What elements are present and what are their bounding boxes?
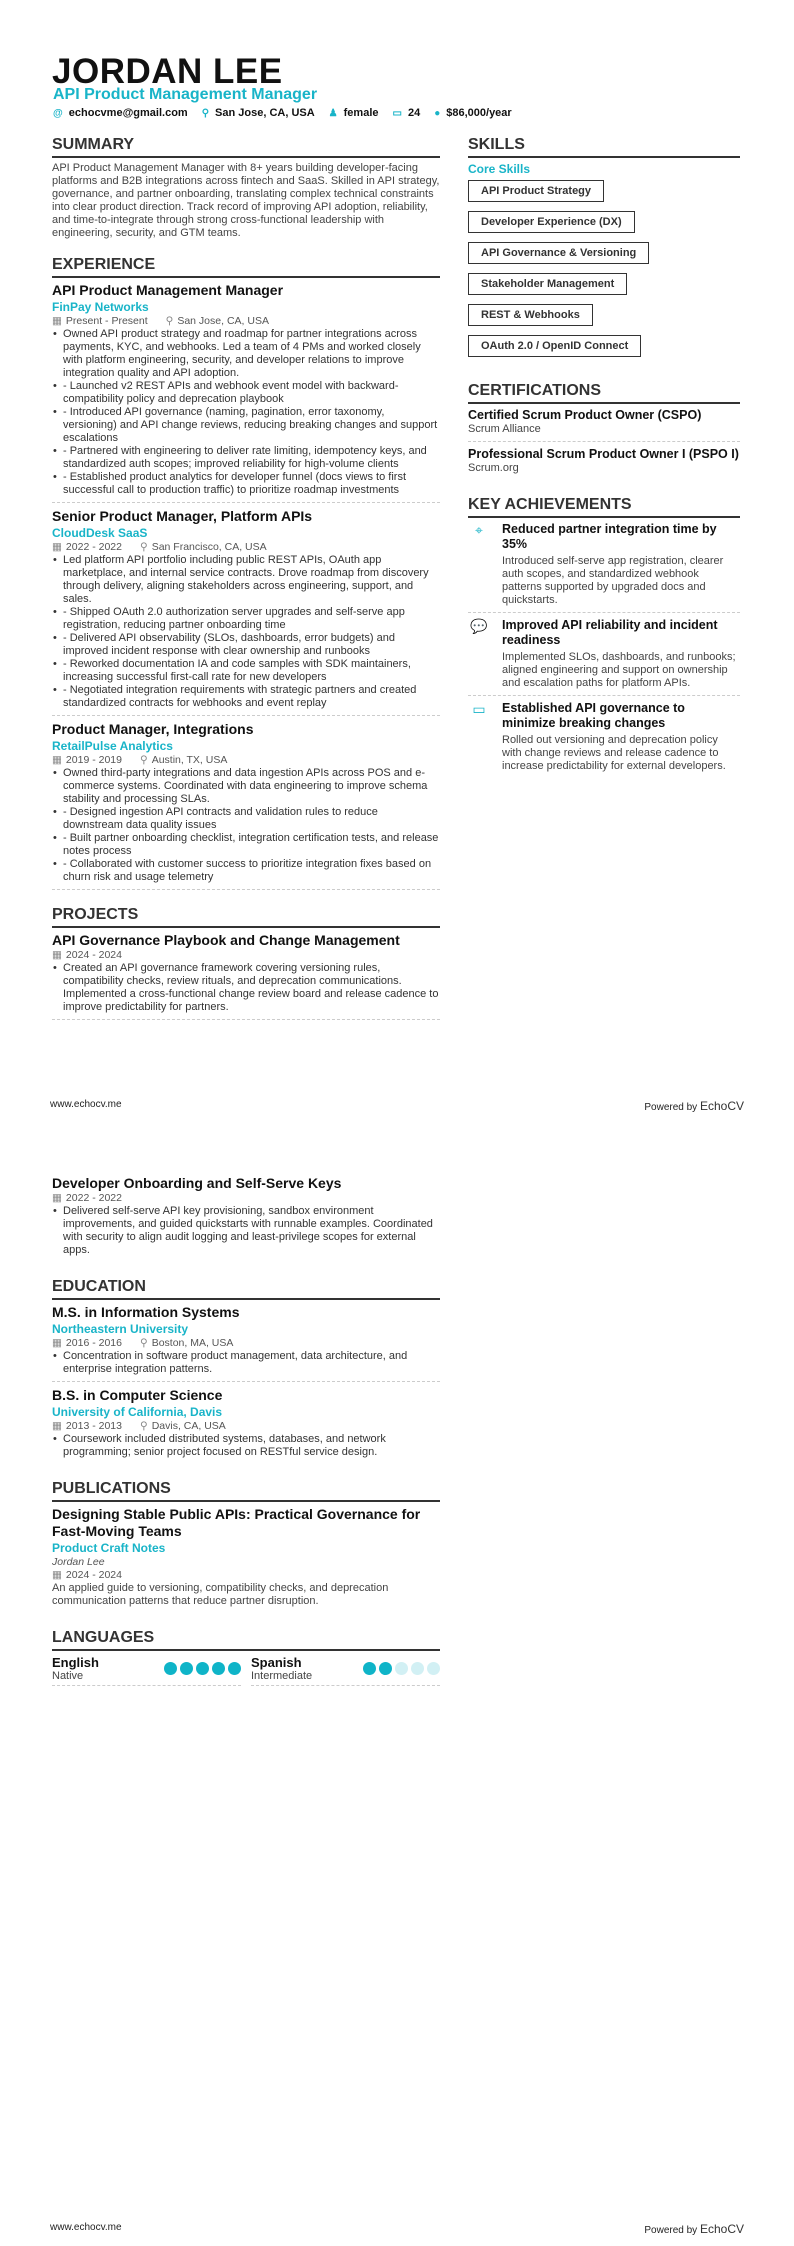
page-footer <box>50 1099 744 1113</box>
bullet-list <box>52 554 440 710</box>
section-heading: PUBLICATIONS <box>52 1480 440 1502</box>
page-footer <box>50 2222 744 2236</box>
location-text: Boston, MA, USA <box>151 1337 234 1349</box>
powered-by <box>644 1099 744 1113</box>
bullet-list <box>52 1433 440 1459</box>
achievement-title: Improved API reliability and incident readiness <box>502 618 718 647</box>
rating-dot <box>180 1662 193 1675</box>
calendar-icon: ▦ <box>52 1420 62 1432</box>
entry <box>52 932 440 1020</box>
bullet-item: • Owned API product strategy and roadmap for partner integrations across payments, KYC, and webhooks. Led a team of 4 PMs and worked closely with platform engineering, security, and developer relations to improve integration quality and API adoption. <box>52 328 440 380</box>
skill-tag: API Governance & Versioning <box>468 242 649 264</box>
publication-description: An applied guide to versioning, compatibility checks, and deprecation communication patterns that reduce partner disruption. <box>52 1582 389 1607</box>
location-pin-icon: ⚲ <box>139 541 148 553</box>
entry-title: M.S. in Information Systems <box>52 1304 240 1320</box>
certification-name: Professional Scrum Product Owner I (PSPO I) <box>468 447 739 461</box>
bullet-list <box>52 328 440 497</box>
section-heading: EXPERIENCE <box>52 256 440 278</box>
entry-dates <box>52 1337 122 1350</box>
bullet-item: • - Negotiated integration requirements with strategic partners and created standardized contracts for webhooks and event replay <box>52 684 440 710</box>
right-column <box>468 136 740 794</box>
bullet-item: • Delivered self-serve API key provisioning, sandbox environment improvements, and guided quickstarts with runnable examples. Coordinated with security to align audit logging and least-privilege scopes for external apps. <box>52 1205 440 1257</box>
date-range: 2024 - 2024 <box>65 949 122 961</box>
language-level: Native <box>52 1670 84 1682</box>
powered-by <box>644 2222 744 2236</box>
skill-row <box>468 242 740 273</box>
publications-section <box>52 1480 440 1613</box>
left-column <box>52 136 440 1036</box>
entry-location <box>140 1420 226 1433</box>
candidate-title: API Product Management Manager <box>53 86 318 103</box>
calendar-icon: ▭ <box>472 701 486 717</box>
bullet-item: • - Collaborated with customer success to prioritize integration fixes based on churn risk and usage telemetry <box>52 858 440 884</box>
calendar-icon: ▭ <box>392 108 402 119</box>
entry-location <box>140 754 227 767</box>
achievement-text: Introduced self-serve app registration, clearer auth scopes, and standardized webhook patterns supported by upgraded docs and quickstarts. <box>502 555 724 606</box>
skills-section <box>468 136 740 366</box>
left-column <box>52 1175 440 1702</box>
contact-item-person <box>329 107 379 119</box>
rating-dot <box>164 1662 177 1675</box>
brand-logo-text[interactable]: EchoCV <box>699 1099 744 1113</box>
entry <box>52 508 440 716</box>
bullet-list <box>52 1205 440 1257</box>
achievement-body <box>502 618 740 690</box>
rating-dot <box>379 1662 392 1675</box>
location-pin-icon: ⚲ <box>139 1420 148 1432</box>
location-pin-icon: ⚲ <box>139 1337 148 1349</box>
publication-author: Jordan Lee <box>52 1556 105 1568</box>
entry-meta <box>52 949 440 962</box>
calendar-icon: ▦ <box>52 949 62 961</box>
contact-item-at <box>53 107 188 119</box>
bullet-item: • Coursework included distributed systems, databases, and network programming; senior project focused on RESTful service design. <box>52 1433 440 1459</box>
project-list <box>52 1175 440 1262</box>
skill-tag: Stakeholder Management <box>468 273 627 295</box>
skill-row <box>468 335 740 366</box>
entry-meta <box>52 541 440 554</box>
rating-dot <box>395 1662 408 1675</box>
language-level: Intermediate <box>251 1670 313 1682</box>
language-list <box>52 1655 440 1686</box>
skill-row <box>468 180 740 211</box>
rating-dot <box>196 1662 209 1675</box>
entry-meta <box>52 315 440 328</box>
entry-organization: Northeastern University <box>52 1322 189 1336</box>
achievement-text: Implemented SLOs, dashboards, and runbooks; aligned engineering and support on ownership and escalation paths for platform APIs. <box>502 651 736 689</box>
contact-item-salary <box>434 107 512 119</box>
location-pin-icon: ⚲ <box>165 315 174 327</box>
skill-group-title: Core Skills <box>468 162 531 176</box>
certification <box>468 447 740 480</box>
entry-dates <box>52 949 122 962</box>
website-link[interactable]: www.echocv.me <box>50 2222 122 2233</box>
entry-dates <box>52 1192 122 1205</box>
candidate-name: JORDAN LEE <box>52 52 283 91</box>
skill-tag: Developer Experience (DX) <box>468 211 635 233</box>
date-range: 2013 - 2013 <box>65 1420 122 1432</box>
language-item <box>52 1655 241 1686</box>
bullet-item: • - Established product analytics for developer funnel (docs views to first successful call to production traffic) to prioritize roadmap investments <box>52 471 440 497</box>
date-range: 2019 - 2019 <box>65 754 122 766</box>
certification-list <box>468 408 740 480</box>
rating-dot <box>363 1662 376 1675</box>
entry-organization: CloudDesk SaaS <box>52 526 148 540</box>
publication-title: Designing Stable Public APIs: Practical Governance for Fast-Moving Teams <box>52 1506 421 1539</box>
date-range: 2024 - 2024 <box>65 1569 122 1581</box>
achievement-title: Reduced partner integration time by 35% <box>502 522 717 551</box>
language-rating <box>363 1655 440 1682</box>
language-rating <box>164 1655 241 1682</box>
entry <box>52 1387 440 1464</box>
entry-title: Product Manager, Integrations <box>52 721 254 737</box>
entry-title: Senior Product Manager, Platform APIs <box>52 508 313 524</box>
section-heading: PROJECTS <box>52 906 440 928</box>
language-text <box>52 1655 99 1682</box>
experience-section <box>52 256 440 890</box>
entry-dates <box>52 1569 122 1582</box>
location-text: Austin, TX, USA <box>151 754 228 766</box>
entry-dates <box>52 754 122 767</box>
bullet-item: • - Built partner onboarding checklist, integration certification tests, and release notes process <box>52 832 440 858</box>
contact-value: female <box>343 107 379 119</box>
entry-organization: FinPay Networks <box>52 300 149 314</box>
section-heading: SUMMARY <box>52 136 440 158</box>
entry-dates <box>52 1420 122 1433</box>
section-heading: LANGUAGES <box>52 1629 440 1651</box>
education-list <box>52 1304 440 1464</box>
bullet-list <box>52 962 440 1014</box>
location-pin-icon: ⚲ <box>201 108 210 119</box>
contact-value: 24 <box>407 107 421 119</box>
entry-title: Developer Onboarding and Self-Serve Keys <box>52 1175 342 1191</box>
section-heading: SKILLS <box>468 136 740 158</box>
entry-location <box>166 315 269 328</box>
skill-tag: API Product Strategy <box>468 180 604 202</box>
calendar-icon: ▦ <box>52 754 62 766</box>
publication <box>52 1506 440 1613</box>
location-pin-icon: ⚲ <box>139 754 148 766</box>
calendar-icon: ▦ <box>52 1337 62 1349</box>
contact-bar <box>53 107 512 119</box>
target-icon: ⌖ <box>475 522 483 538</box>
languages-section <box>52 1629 440 1686</box>
person-icon: ♟ <box>328 108 338 119</box>
entry-dates <box>52 541 122 554</box>
summary-text: API Product Management Manager with 8+ years building developer-facing platforms and B2B integrations across fintech and SaaS. Skilled in API strategy, governance, and partner onboarding, translating complex technical constraints into clear product direction. Track record of improving API adoption, reliability, and time-to-integrate through strong cross-functional leadership with engineering, security, and GTM teams. <box>52 162 440 239</box>
language-text <box>251 1655 312 1682</box>
achievement-list <box>468 522 740 778</box>
skill-tags <box>468 180 740 366</box>
powered-by-label: Powered by <box>644 1102 698 1113</box>
skill-row <box>468 304 740 335</box>
language-name: Spanish <box>251 1655 302 1670</box>
certification-issuer: Scrum.org <box>468 462 519 474</box>
entry-title: B.S. in Computer Science <box>52 1387 223 1403</box>
publication-publisher: Product Craft Notes <box>52 1541 166 1555</box>
entry-meta <box>52 1192 440 1205</box>
entry-organization: University of California, Davis <box>52 1405 223 1419</box>
entry-meta <box>52 1337 440 1350</box>
rating-dot <box>212 1662 225 1675</box>
language-name: English <box>52 1655 99 1670</box>
project-list <box>52 932 440 1020</box>
contact-item-calendar <box>393 107 421 119</box>
section-heading: EDUCATION <box>52 1278 440 1300</box>
entry-organization: RetailPulse Analytics <box>52 739 173 753</box>
date-range: 2016 - 2016 <box>65 1337 122 1349</box>
entry-title: API Governance Playbook and Change Management <box>52 932 400 948</box>
entry-title: API Product Management Manager <box>52 282 284 298</box>
brand-logo-text[interactable]: EchoCV <box>699 2222 744 2236</box>
skill-tag: OAuth 2.0 / OpenID Connect <box>468 335 641 357</box>
date-range: Present - Present <box>65 315 148 327</box>
rating-dot <box>228 1662 241 1675</box>
entry <box>52 721 440 890</box>
achievements-section <box>468 496 740 778</box>
certification-name: Certified Scrum Product Owner (CSPO) <box>468 408 702 422</box>
publication-list <box>52 1506 440 1613</box>
projects-section <box>52 906 440 1020</box>
rating-dot <box>411 1662 424 1675</box>
date-range: 2022 - 2022 <box>65 1192 122 1204</box>
bullet-list <box>52 1350 440 1376</box>
bullet-item: • Owned third-party integrations and data ingestion APIs across POS and e-commerce systems. Coordinated with data engineering to improve schema stability and processing SLAs. <box>52 767 440 806</box>
calendar-icon: ▦ <box>52 1192 62 1204</box>
achievement <box>468 522 740 613</box>
at-icon: @ <box>53 108 63 119</box>
achievement-body <box>502 701 740 773</box>
achievement-title: Established API governance to minimize breaking changes <box>502 701 685 730</box>
section-heading: CERTIFICATIONS <box>468 382 740 404</box>
experience-list <box>52 282 440 890</box>
section-heading: KEY ACHIEVEMENTS <box>468 496 740 518</box>
bullet-item: • Created an API governance framework covering versioning rules, compatibility checks, review rituals, and deprecation communications. Implemented a cross-functional change review board and release cadence to improve predictability for partners. <box>52 962 440 1014</box>
skill-row <box>468 273 740 304</box>
website-link[interactable]: www.echocv.me <box>50 1099 122 1110</box>
bullet-item: • - Reworked documentation IA and code samples with SDK maintainers, increasing successful first-call rate for new developers <box>52 658 440 684</box>
bullet-item: • - Introduced API governance (naming, pagination, error taxonomy, versioning) and API change reviews, reducing breaking changes and support escalations <box>52 406 440 445</box>
calendar-icon: ▦ <box>52 315 62 327</box>
skill-row <box>468 211 740 242</box>
certifications-section <box>468 382 740 480</box>
achievement <box>468 618 740 696</box>
bullet-item: • Concentration in software product management, data architecture, and enterprise integration patterns. <box>52 1350 440 1376</box>
achievement-text: Rolled out versioning and deprecation policy with change reviews and release cadence to increase predictability for external developers. <box>502 734 726 772</box>
salary-icon: ● <box>434 108 441 119</box>
bullet-item: • - Partnered with engineering to deliver rate limiting, idempotency keys, and standardized auth scopes; improved reliability for high-volume clients <box>52 445 440 471</box>
entry <box>52 1304 440 1382</box>
bullet-item: • - Delivered API observability (SLOs, dashboards, error budgets) and improved incident response with clear ownership and runbooks <box>52 632 440 658</box>
certification <box>468 408 740 442</box>
location-text: San Francisco, CA, USA <box>151 541 267 553</box>
achievement <box>468 701 740 778</box>
chat-bubbles-icon: 💬 <box>470 618 488 634</box>
summary-section <box>52 136 440 240</box>
calendar-icon: ▦ <box>52 541 62 553</box>
achievement-body <box>502 522 740 607</box>
bullet-item: • Led platform API portfolio including public REST APIs, OAuth app marketplace, and internal service contracts. Drove roadmap from discovery through delivery, aligning stakeholders across engineering, support, and sales. <box>52 554 440 606</box>
location-text: San Jose, CA, USA <box>177 315 269 327</box>
entry-location <box>140 1337 233 1350</box>
bullet-list <box>52 767 440 884</box>
entry <box>52 1175 440 1262</box>
bullet-item: • - Launched v2 REST APIs and webhook event model with backward-compatibility policy and deprecation playbook <box>52 380 440 406</box>
entry <box>52 282 440 503</box>
resume-page-2 <box>0 1123 794 2246</box>
contact-value: echocvme@gmail.com <box>68 107 188 119</box>
certification-issuer: Scrum Alliance <box>468 423 541 435</box>
entry-meta <box>52 754 440 767</box>
powered-by-label: Powered by <box>644 2225 698 2236</box>
skill-tag: REST & Webhooks <box>468 304 593 326</box>
contact-value: $86,000/year <box>446 107 512 119</box>
location-text: Davis, CA, USA <box>151 1420 226 1432</box>
contact-item-location-pin <box>202 107 315 119</box>
language-item <box>251 1655 440 1686</box>
publication-dates <box>52 1569 440 1582</box>
bullet-item: • - Shipped OAuth 2.0 authorization server upgrades and self-serve app registration, reducing partner onboarding time <box>52 606 440 632</box>
entry-location <box>140 541 267 554</box>
projects-continued <box>52 1175 440 1262</box>
rating-dot <box>427 1662 440 1675</box>
education-section <box>52 1278 440 1464</box>
contact-value: San Jose, CA, USA <box>215 107 315 119</box>
bullet-item: • - Designed ingestion API contracts and validation rules to reduce downstream data quality issues <box>52 806 440 832</box>
calendar-icon: ▦ <box>52 1569 62 1581</box>
date-range: 2022 - 2022 <box>65 541 122 553</box>
entry-dates <box>52 315 148 328</box>
entry-meta <box>52 1420 440 1433</box>
